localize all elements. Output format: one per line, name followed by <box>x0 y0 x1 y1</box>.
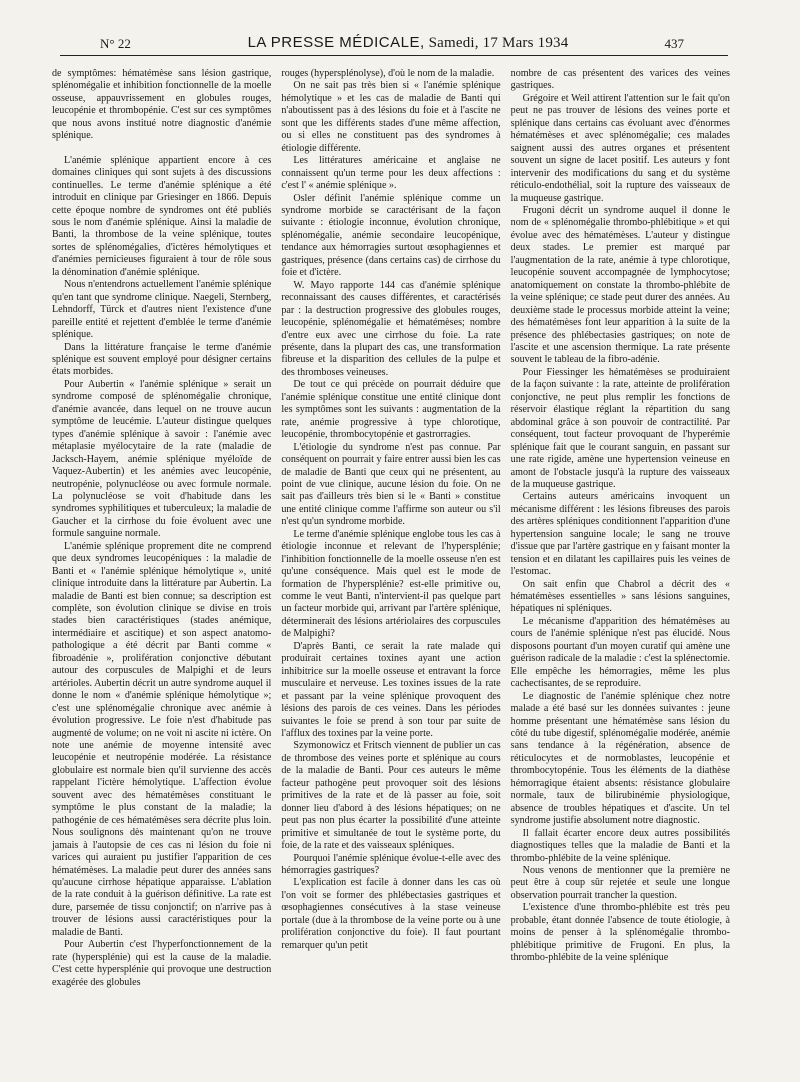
paragraph: Pour Aubertin « l'anémie splénique » serait un syndrome composé de splénomégalie chronique, d'anémie avancée, dans lequel on ne trouve aucun symptôme de leucémie. L'auteur distingue quelques types d'anémie splénique à savoir : l'anémie avec métaplasie myélocytaire de la rate (maladie de Jacksch-Hayem, anémie splénique myéloïde de Vaquez-Aubertin) et les anémies avec leucopénie, neutropénie, polynucléose ou avec formule normale. La polynucléose se voit d'habitude dans les syndromes syphilitiques et tuberculeux; la maladie de Gaucher et la cirrhose du foie évoluent avec une formule sanguine normale. <box>52 378 272 540</box>
paragraph: Szymonowicz et Fritsch viennent de publier un cas de thrombose des veines porte et splénique au cours de la maladie de Banti. Pour ces auteurs le même facteur pathogène peut provoquer soit des lésions primitives de la rate et de là passer au foie, soit donner lieu d'abord à des lésions hépatiques; on ne peut pas non plus écarter la possibilité d'une atteinte primitive et simultanée de tout le système porte, du foie, de la rate et des vaisseaux spléniques. <box>281 740 501 852</box>
paragraph: Nous venons de mentionner que la première ne peut être à coup sûr rejetée et seule une longue observation pourrait trancher la question. <box>510 865 730 901</box>
paragraph: Pour Aubertin c'est l'hyperfonctionnement de la rate (hypersplénie) qui est la cause de la maladie. C'est cette hypersplénie qui provoque une destruction exagérée des globules <box>52 939 272 988</box>
paragraph: Pourquoi l'anémie splénique évolue-t-elle avec des hémorragies gastriques? <box>281 852 501 876</box>
paragraph: Dans la littérature française le terme d'anémie splénique est souvent employé pour désigner certains états morbides. <box>52 341 272 378</box>
header-rule <box>60 55 728 56</box>
paragraph: de symptômes: hématémèse sans lésion gastrique, splénomégalie et inhibition fonctionnelle de la moelle osseuse, appauvrissement en globules rouges, leucopénie et thrombopénie. C'est sur ces symptômes que nous avons institué notre diagnostic d'anémie splénique. <box>52 68 272 142</box>
text-columns <box>52 68 730 989</box>
journal-title: LA PRESSE MÉDICALE, <box>247 34 425 51</box>
paragraph: Certains auteurs américains invoquent un mécanisme différent : les lésions fibreuses des parois des artères spléniques conditionnent l'apparition d'une hypertension sanguine locale; le sang ne trouve d'issue que par l'artère gastrique en y faisant monter la tension et en dilatant les capillaires puis les veines de l'estomac. <box>510 491 730 578</box>
paragraph: Pour Fiessinger les hématémèses se produiraient de la façon suivante : la rate, atteinte de prolifération conjonctive, ne peut plus remplir les fonctions de réservoir élastique réglant la répartition du sang abdominal grâce à son pouvoir de contractilité. Par conséquent, tout facteur provoquant de l'hyperémie splénique fait que le courant sanguin, en passant sur une rate rigide, amène une hypertension veineuse en amont de l'obstacle jusqu'à la rupture des vaisseaux de la muqueuse gastrique. <box>510 366 730 490</box>
paragraph: Grégoire et Weil attirent l'attention sur le fait qu'on peut ne pas trouver de lésions des veines porte et splénique dans certains cas évoluant avec d'énormes hématémèses et avec splénomégalie; ces malades saignent aussi des autres organes et présentent souvent un signe de lacet positif. Les auteurs y font intervenir des modifications du sang et du système réticulo-endothélial, soit la rupture des vaisseaux de la muqueuse gastrique. <box>510 92 730 204</box>
running-header <box>40 0 776 51</box>
column-1 <box>52 68 271 989</box>
issue-number: N° 22 <box>100 36 131 51</box>
column-3 <box>511 68 730 989</box>
paragraph: L'explication est facile à donner dans les cas où l'on voit se former des phlébectasies gastriques et œsophagiennes consécutives à la stase veineuse portale (due à la thrombose de la veine porte ou à une prolifération conjonctive du foie). Il faut pourtant remarquer qu'un petit <box>281 877 501 951</box>
paragraph: L'existence d'une thrombo-phlébite est très peu probable, étant donnée l'absence de toute étiologie, à moins de penser à la splénomégalie thrombo-phlébitique primitive de Frugoni. En plus, la thrombo-phlébite de la veine splénique <box>510 902 730 964</box>
paragraph: rouges (hypersplénolyse), d'où le nom de la maladie. <box>281 68 495 79</box>
paragraph: nombre de cas présentent des varices des veines gastriques. <box>510 68 730 92</box>
paragraph: D'après Banti, ce serait la rate malade qui produirait certaines toxines ayant une action inhibitrice sur la moelle osseuse et entravant la force musculaire et nerveuse. Les toxines issues de la rate et passant par la veine splénique provoquent des lésions des parois de ces veines. Dans les périodes suivantes le foie se prend à son tour par suite de l'afflux des toxines par la veine porte. <box>281 640 501 740</box>
paragraph: L'anémie splénique appartient encore à ces domaines cliniques qui sont sujets à des discussions continuelles. Le terme d'anémie splénique a été introduit en clinique par Griesinger en 1866. Depuis cette époque nombre de syndromes ont été publiés sous le nom d'anémie splénique. Ainsi la maladie de Banti, la thrombose de la veine splénique, toutes sortes de splénomégalies, d'ictères hémolytiques et d'anémies pernicieuses figuraient à tour de rôle sous la dénomination d'anémie splénique. <box>52 154 272 278</box>
paragraph: L'étiologie du syndrome n'est pas connue. Par conséquent on pourrait y faire entrer aussi bien les cas de maladie de Banti que ceux qui ne présentent, au point de vue clinique, aucune lésion du foie. On ne sait pas d'ailleurs très bien si le « Banti » constitue une entité clinique comme l'affirme son auteur ou s'il n'est qu'un syndrome morbide. <box>281 441 501 528</box>
paragraph: Le terme d'anémie splénique englobe tous les cas à étiologie inconnue et relevant de l'hypersplénie; l'inhibition fonctionnelle de la moelle osseuse n'en est qu'une conséquence. Mais quel est le mode de formation de l'hypersplénie? est-elle primitive ou, comme le veut Banti, n'intervient-il pas quelque part un facteur morbide qui, arrivant par l'artère splénique, déterminerait des lésions artériolaires des corpuscules de Malpighi? <box>281 528 501 640</box>
paragraph: L'anémie splénique proprement dite ne comprend que deux syndromes leucopéniques : la maladie de Banti et « l'anémie splénique hémolytique », unité clinique introduite dans la littérature par Aubertin. La maladie de Banti est bien connue; sa description est complète, son évolution clinique se divise en trois stades bien caractéristiques (stades anémique, intermédiaire et ascitique) et son aspect anatomo-pathologique a été décrit par Banti comme « fibroadénie », prolifération conjonctive débutant autour des corpuscules de Malpighi et de leurs artérioles. Aubertin décrit un autre syndrome auquel il donne le nom « d'anémie splénique hémolytique »; c'est une splénomégalie chronique avec anémie à évolution progressive. Le foie n'est d'habitude pas augmenté de volume; on ne voit ni ascite ni ictère. On note une anémie de moyenne intensité avec leucopénie et neutropénie modérée. La résistance globulaire est normale bien qu'il survienne des accès rappelant l'ictère hémolytique. L'affection évolue souvent avec des hématémèses constituant le symptôme le plus constant de la maladie; la pathogénie de ces hématémèses sera décrite plus loin. Nous soulignons dès maintenant qu'on ne trouve jamais à l'autopsie de ces cas ni lésion du foie ni varices qui auraient pu justifier l'apparition de ces hématémèses. La maladie peut durer des années sans qu'aucune cirrhose hépatique apparaisse. L'ablation de la rate conduit à la guérison définitive. La rate est dure, parsemée de tissu conjonctif; on n'arrive pas à trouver de lésions aussi caractéristiques pour la maladie de Banti. <box>52 540 272 938</box>
column-2 <box>281 68 500 989</box>
page-number: 437 <box>664 36 684 51</box>
paragraph: Frugoni décrit un syndrome auquel il donne le nom de « splénomégalie thrombo-phlébitique » et qui évolue avec des hématémèses. L'auteur y distingue deux stades. Le premier est marqué par l'augmentation de la rate, anémie à type chlorotique, leucopénie souvent accompagnée de lymphocytose; anatomiquement on constate la thrombo-phlébite de la veine splénique; ce stade peut durer des années. Au deuxième stade le processus morbide atteint la veine; des hématémèses font leur apparition à la suite de la présence des phlébectasies gastriques; on note de l'ascite et une ascension thermique. La rate présente souvent le tableau de la fibro-adénie. <box>510 204 730 366</box>
issue-date: Samedi, 17 Mars 1934 <box>428 35 569 51</box>
paragraph: De tout ce qui précède on pourrait déduire que l'anémie splénique constitue une entité clinique dont les symptômes sont les suivants : augmentation de la rate, anémie progressive à type chlorotique, leucopénie, thrombocytopénie et gastrorragies. <box>281 379 501 441</box>
paragraph: Nous n'entendrons actuellement l'anémie splénique qu'en tant que syndrome clinique. Naegeli, Sternberg, Lehndorff, Türck et d'autres nient l'existence d'une pareille entité et rejettent d'emblée le terme d'anémie splénique. <box>52 279 272 341</box>
paragraph: Il fallait écarter encore deux autres possibilités diagnostiques telles que la maladie de Banti et la thrombo-phlébite de la veine splénique. <box>510 827 730 864</box>
paragraph: W. Mayo rapporte 144 cas d'anémie splénique reconnaissant des causes différentes, et caractérisés par : la destruction progressive des globules rouges, leucopénie, splénomégalie et hématémèses; nombre d'entre eux avec une cirrhose du foie. La rate présente, dans la plupart des cas, une transformation fibreuse et la disparition des cellules de la pulpe et des thromboses veineuses. <box>281 279 501 378</box>
paragraph: On ne sait pas très bien si « l'anémie splénique hémolytique » et les cas de maladie de Banti qui n'aboutissent pas à des lésions du foie et à l'ascite ne sont que les différents stades d'une même affection, ou si elles ne constituent pas des syndromes à étiologie différente. <box>281 80 501 154</box>
paragraph: Les littératures américaine et anglaise ne connaissent qu'un terme pour les deux affections : c'est l' « anémie splénique ». <box>281 155 501 192</box>
paragraph: Le mécanisme d'apparition des hématémèses au cours de l'anémie splénique n'est pas élucidé. Nous disposons pourtant d'un moyen curatif qui amène une guérison radicale de la maladie : c'est la splénectomie. Elle empêche les hémorragies, même les plus cachectisantes, de se reproduire. <box>510 615 730 690</box>
paragraph: On sait enfin que Chabrol a décrit des « hématémèses essentielles » sans lésions sanguines, hépatiques ni spléniques. <box>510 578 730 615</box>
paragraph: Osler définit l'anémie splénique comme un syndrome morbide se caractérisant de la façon suivante : étiologie inconnue, évolution chronique, splénomégalie, anémie secondaire leucopénique, tendance aux hémorragies surtout œsophagiennes et gastriques, présence (dans certains cas) de cirrhose du foie et d'ictère. <box>281 192 501 279</box>
paragraph: Le diagnostic de l'anémie splénique chez notre malade a été basé sur les données suivantes : jeune homme présentant une hématémèse sans lésion du côté du tube digestif, splénomégalie modérée, anémie sans tendance à la régénération, absence de réticulocytes et de normoblastes, leucopénie et thrombocytopénie. Tous les éléments de la diathèse hémorragique étaient absents: résistance globulaire normale, taux de bilirubinémie physiologique, absence de troubles hépatiques et d'ascite. Un tel syndrome justifie absolument notre diagnostic. <box>510 690 730 827</box>
